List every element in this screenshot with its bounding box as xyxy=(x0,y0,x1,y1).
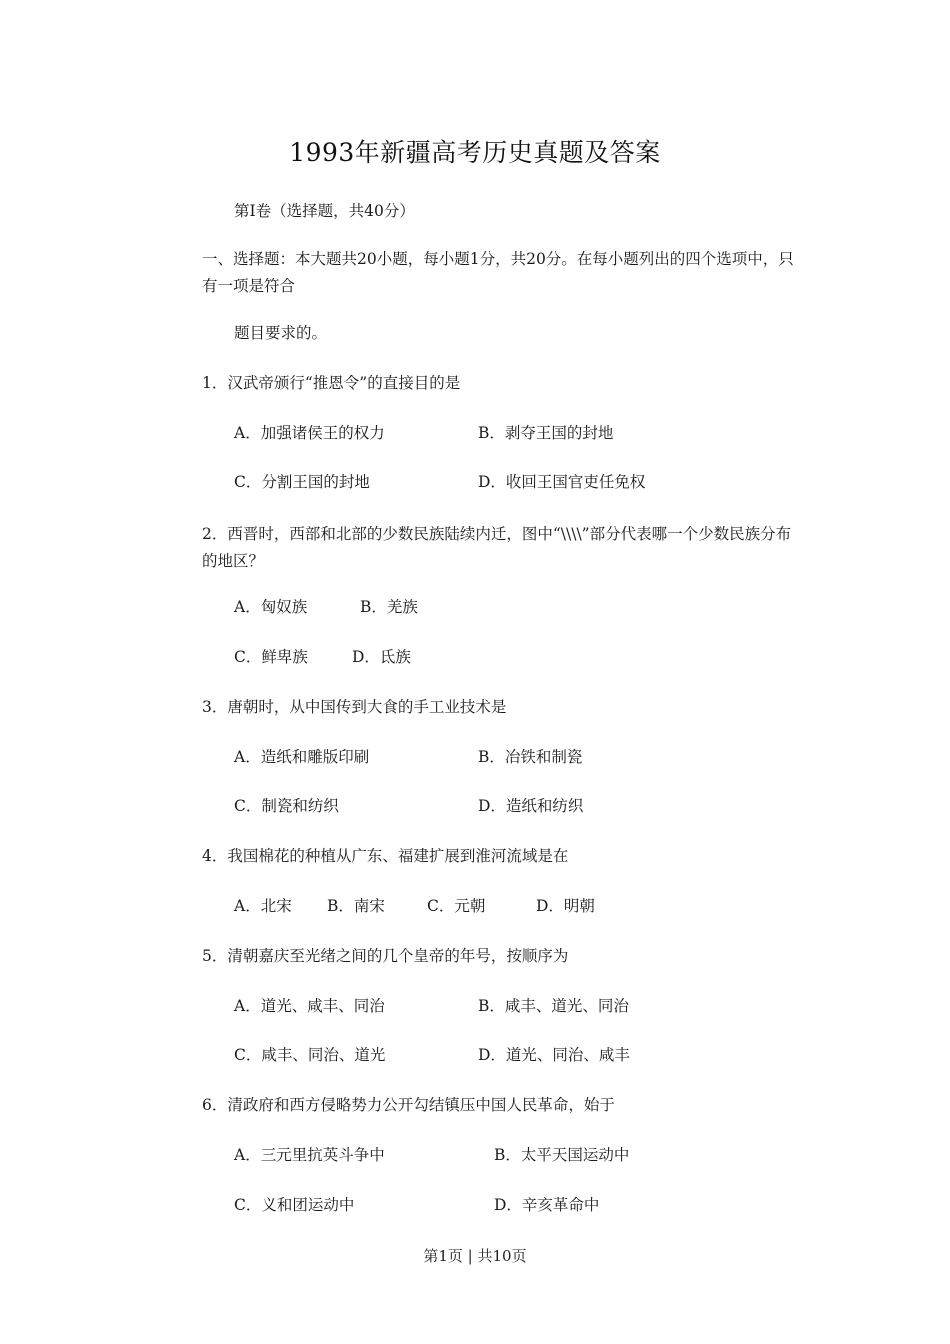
question-5-option-a: A．道光、咸丰、同治 xyxy=(234,997,385,1015)
question-3-stem: 3．唐朝时，从中国传到大食的手工业技术是 xyxy=(202,698,507,716)
question-3-option-b: B．冶铁和制瓷 xyxy=(478,748,583,766)
question-4-option-d: D．明朝 xyxy=(536,897,595,915)
question-6-option-b: B．太平天国运动中 xyxy=(494,1146,630,1164)
question-5-option-c: C．咸丰、同治、道光 xyxy=(234,1046,386,1064)
question-3-option-c: C．制瓷和纺织 xyxy=(234,797,339,815)
question-1-option-d: D．收回王国官吏任免权 xyxy=(478,473,646,491)
question-3-option-d: D．造纸和纺织 xyxy=(478,797,584,815)
question-2-option-a: A．匈奴族 xyxy=(234,598,308,616)
instructions-text-continued: 题目要求的。 xyxy=(234,324,328,342)
instructions-text: 一、选择题：本大题共20小题，每小题1分，共20分。在每小题列出的四个选项中，只有一项是符合 xyxy=(202,250,794,295)
question-6-option-a: A．三元里抗英斗争中 xyxy=(234,1146,385,1164)
question-2-option-c: C．鲜卑族 xyxy=(234,648,308,666)
question-3-option-a: A．造纸和雕版印刷 xyxy=(234,748,370,766)
question-6-stem: 6．清政府和西方侵略势力公开勾结镇压中国人民革命，始于 xyxy=(202,1096,615,1114)
question-6-option-c: C．义和团运动中 xyxy=(234,1196,355,1214)
question-2-option-d: D．氐族 xyxy=(352,648,411,666)
question-6-option-d: D．辛亥革命中 xyxy=(494,1196,600,1214)
question-2-stem: 2．西晋时，西部和北部的少数民族陆续内迁，图中“\\\\”部分代表哪一个少数民族分布的地区？ xyxy=(202,525,792,570)
question-4-option-c: C．元朝 xyxy=(427,897,486,915)
question-5-stem: 5．清朝嘉庆至光绪之间的几个皇帝的年号，按顺序为 xyxy=(202,947,569,965)
page-footer: 第1页 | 共10页 xyxy=(423,1247,527,1265)
document-title: 1993年新疆高考历史真题及答案 xyxy=(289,138,661,167)
question-4-stem: 4．我国棉花的种植从广东、福建扩展到淮河流域是在 xyxy=(202,847,569,865)
question-4-option-a: A．北宋 xyxy=(234,897,292,915)
question-1-stem: 1．汉武帝颁行“推恩令”的直接目的是 xyxy=(202,374,461,392)
question-5-option-d: D．道光、同治、咸丰 xyxy=(478,1046,630,1064)
question-4-option-b: B．南宋 xyxy=(327,897,385,915)
question-1-option-a: A．加强诸侯王的权力 xyxy=(234,424,385,442)
question-5-option-b: B．咸丰、道光、同治 xyxy=(478,997,629,1015)
question-1-option-b: B．剥夺王国的封地 xyxy=(478,424,614,442)
question-1-option-c: C．分割王国的封地 xyxy=(234,473,370,491)
question-2-option-b: B．羌族 xyxy=(360,598,418,616)
section-header: 第Ⅰ卷（选择题，共40分） xyxy=(234,202,415,220)
